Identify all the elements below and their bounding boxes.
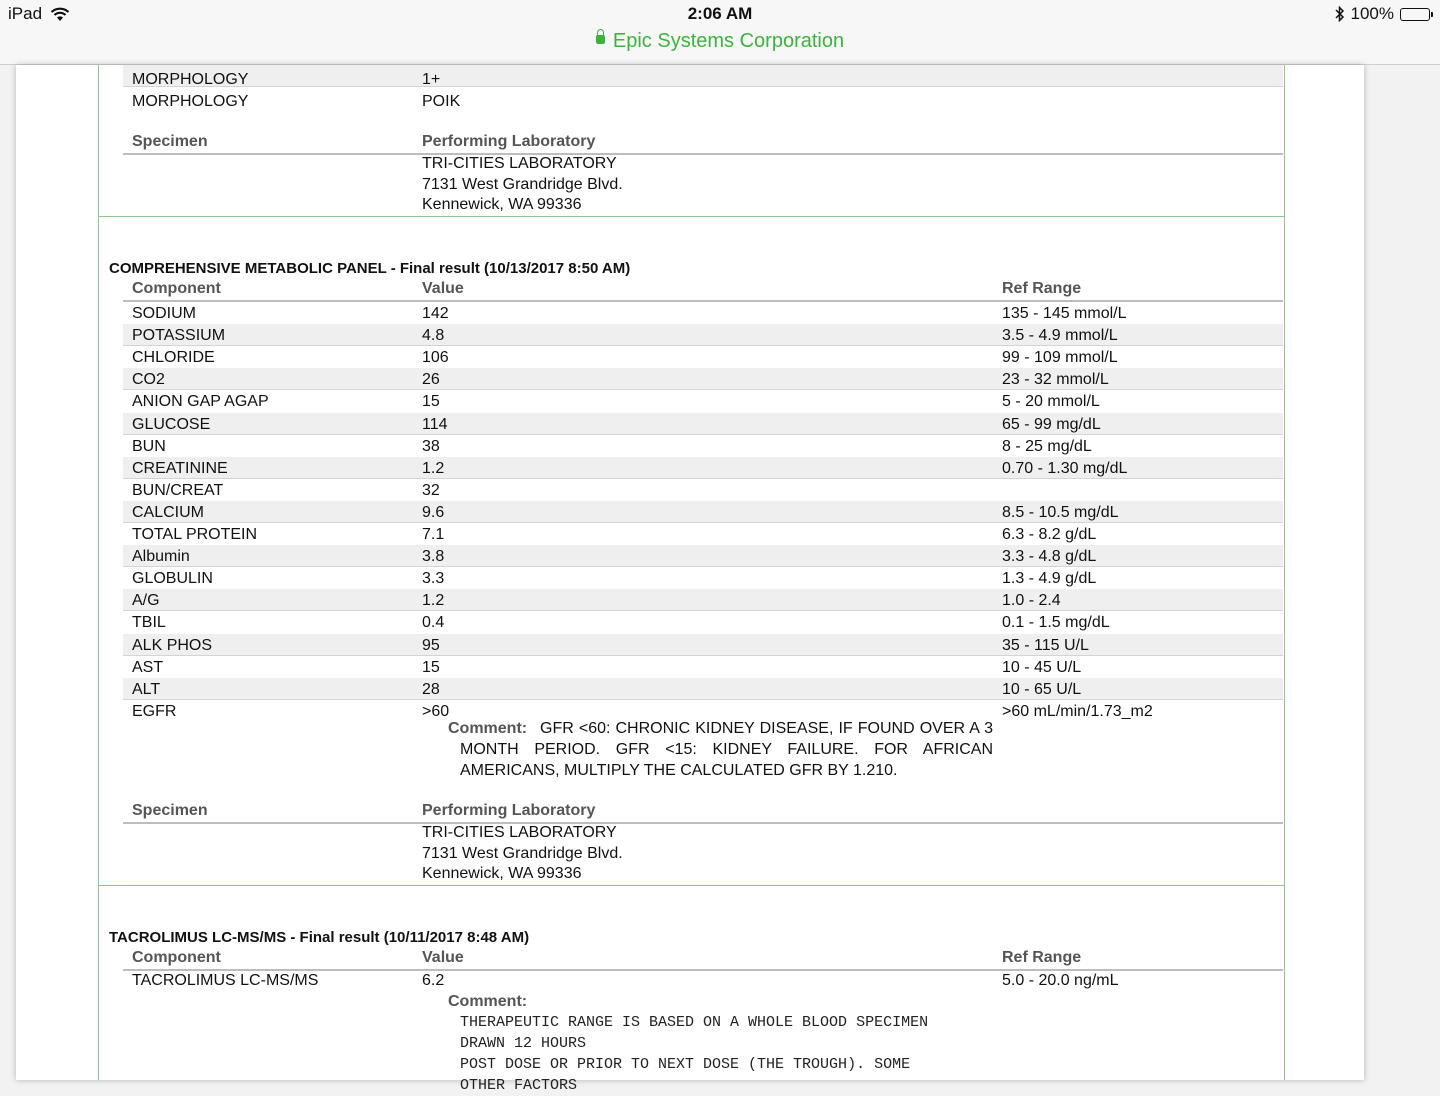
- result-component: AST: [132, 659, 164, 676]
- result-value: 26: [422, 371, 440, 388]
- result-value: 15: [422, 659, 440, 676]
- result-value: 3.3: [422, 570, 445, 587]
- result-value: >60: [422, 703, 450, 720]
- result-ref-range: 5.0 - 20.0 ng/mL: [1002, 972, 1119, 989]
- section-divider: [98, 216, 1284, 217]
- performing-lab-header: Performing Laboratory: [422, 133, 596, 150]
- result-ref-range: 35 - 115 U/L: [1002, 637, 1089, 654]
- lab-address-line1: 7131 West Grandridge Blvd.: [422, 845, 623, 862]
- result-ref-range: 5 - 20 mmol/L: [1002, 393, 1100, 410]
- row-band: [123, 413, 1283, 435]
- result-ref-range: 65 - 99 mg/dL: [1002, 416, 1101, 433]
- result-component: CREATININE: [132, 460, 228, 477]
- status-bar: [0, 0, 1440, 65]
- header-rule: [123, 822, 1283, 824]
- component-header: Component: [132, 280, 221, 297]
- result-ref-range: 10 - 45 U/L: [1002, 659, 1082, 676]
- result-component: BUN: [132, 438, 166, 455]
- result-component: TBIL: [132, 614, 166, 631]
- result-value: 7.1: [422, 526, 445, 543]
- result-component: EGFR: [132, 703, 177, 720]
- result-value: 95: [422, 637, 440, 654]
- header-rule: [123, 300, 1283, 302]
- result-value: 3.8: [422, 548, 445, 565]
- device-name: iPad: [8, 4, 43, 23]
- result-value: 0.4: [422, 614, 445, 631]
- cmp-title: COMPREHENSIVE METABOLIC PANEL - Final result (10/13/2017 8:50 AM): [109, 260, 631, 277]
- result-value: 114: [422, 416, 448, 433]
- result-value: 106: [422, 349, 449, 366]
- comment-text: GFR <60: CHRONIC KIDNEY DISEASE, IF FOUND OVER A 3 MONTH PERIOD. GFR <15: KIDNEY FAILURE. FOR AFRICAN AMERICANS, MULTIPLY THE CALCULATED GFR BY 1.210.: [460, 720, 993, 779]
- comment-line: OTHER FACTORS: [460, 1077, 578, 1094]
- result-ref-range: 10 - 65 U/L: [1002, 681, 1082, 698]
- result-value: 6.2: [422, 972, 445, 989]
- value-header: Value: [422, 949, 464, 966]
- site-title[interactable]: [0, 30, 1440, 53]
- row-band: [123, 545, 1283, 567]
- result-component: MORPHOLOGY: [132, 93, 249, 110]
- result-value: 1+: [422, 71, 441, 88]
- result-component: MORPHOLOGY: [132, 71, 249, 88]
- egfr-comment: [448, 718, 993, 781]
- result-ref-range: 0.70 - 1.30 mg/dL: [1002, 460, 1128, 477]
- lab-name: TRI-CITIES LABORATORY: [422, 824, 617, 841]
- results-frame: [98, 65, 1285, 1080]
- tacrolimus-comment: [448, 991, 993, 1096]
- row-band: [123, 65, 1283, 87]
- status-right: [1335, 4, 1430, 24]
- row-band: [123, 678, 1283, 700]
- result-ref-range: 8 - 25 mg/dL: [1002, 438, 1092, 455]
- section-divider: [98, 885, 1284, 886]
- result-value: 28: [422, 681, 440, 698]
- performing-lab-header: Performing Laboratory: [422, 802, 596, 819]
- result-component: TACROLIMUS LC-MS/MS: [132, 972, 319, 989]
- ref-range-header: Ref Range: [1002, 280, 1082, 297]
- result-ref-range: 135 - 145 mmol/L: [1002, 305, 1127, 322]
- lab-address-line2: Kennewick, WA 99336: [422, 865, 582, 882]
- document-page[interactable]: [16, 65, 1364, 1094]
- result-value: 38: [422, 438, 440, 455]
- result-ref-range: 8.5 - 10.5 mg/dL: [1002, 504, 1119, 521]
- result-value: 4.8: [422, 327, 445, 344]
- header-rule: [123, 153, 1283, 155]
- result-value: 142: [422, 305, 449, 322]
- comment-line: THERAPEUTIC RANGE IS BASED ON A WHOLE BLOOD SPECIMEN: [460, 1014, 929, 1031]
- row-band: [123, 368, 1283, 390]
- battery-percent: 100%: [1350, 4, 1394, 23]
- result-ref-range: 6.3 - 8.2 g/dL: [1002, 526, 1097, 543]
- result-value: 32: [422, 482, 440, 499]
- comment-label: Comment:: [448, 720, 528, 737]
- comment-line: DRAWN 12 HOURS: [460, 1035, 587, 1052]
- result-value: POIK: [422, 93, 461, 110]
- component-header: Component: [132, 949, 221, 966]
- result-component: BUN/CREAT: [132, 482, 224, 499]
- result-ref-range: 1.3 - 4.9 g/dL: [1002, 570, 1097, 587]
- lock-icon: [596, 35, 605, 44]
- result-ref-range: 0.1 - 1.5 mg/dL: [1002, 614, 1110, 631]
- result-component: GLUCOSE: [132, 416, 211, 433]
- clock: 2:06 AM: [687, 4, 753, 23]
- result-component: TOTAL PROTEIN: [132, 526, 258, 543]
- result-value: 1.2: [422, 592, 445, 609]
- result-ref-range: 23 - 32 mmol/L: [1002, 371, 1109, 388]
- lab-address-line2: Kennewick, WA 99336: [422, 196, 582, 213]
- result-component: CO2: [132, 371, 165, 388]
- result-ref-range: 99 - 109 mmol/L: [1002, 349, 1118, 366]
- result-component: CHLORIDE: [132, 349, 215, 366]
- specimen-header: Specimen: [132, 802, 208, 819]
- result-ref-range: 1.0 - 2.4: [1002, 592, 1061, 609]
- result-component: GLOBULIN: [132, 570, 213, 587]
- result-value: 1.2: [422, 460, 445, 477]
- result-component: POTASSIUM: [132, 327, 226, 344]
- battery-icon: [1400, 8, 1430, 21]
- site-name: Epic Systems Corporation: [612, 30, 845, 52]
- result-component: ANION GAP AGAP: [132, 393, 269, 410]
- row-band: [123, 589, 1283, 611]
- lab-address-line1: 7131 West Grandridge Blvd.: [422, 176, 623, 193]
- result-component: ALK PHOS: [132, 637, 213, 654]
- tacrolimus-title: TACROLIMUS LC-MS/MS - Final result (10/11/2017 8:48 AM): [109, 929, 530, 946]
- result-component: ALT: [132, 681, 161, 698]
- lab-name: TRI-CITIES LABORATORY: [422, 155, 617, 172]
- comment-line: POST DOSE OR PRIOR TO NEXT DOSE (THE TROUGH). SOME: [460, 1056, 911, 1073]
- ref-range-header: Ref Range: [1002, 949, 1082, 966]
- comment-label: Comment:: [448, 993, 528, 1010]
- result-component: SODIUM: [132, 305, 196, 322]
- specimen-header: Specimen: [132, 133, 208, 150]
- result-value: 9.6: [422, 504, 445, 521]
- result-component: Albumin: [132, 548, 190, 565]
- result-component: A/G: [132, 592, 160, 609]
- result-value: 15: [422, 393, 440, 410]
- result-ref-range: 3.3 - 4.8 g/dL: [1002, 548, 1097, 565]
- bluetooth-icon: [1335, 6, 1345, 22]
- result-component: CALCIUM: [132, 504, 205, 521]
- result-ref-range: 3.5 - 4.9 mmol/L: [1002, 327, 1118, 344]
- value-header: Value: [422, 280, 464, 297]
- result-ref-range: >60 mL/min/1.73_m2: [1002, 703, 1153, 720]
- row-band: [123, 634, 1283, 656]
